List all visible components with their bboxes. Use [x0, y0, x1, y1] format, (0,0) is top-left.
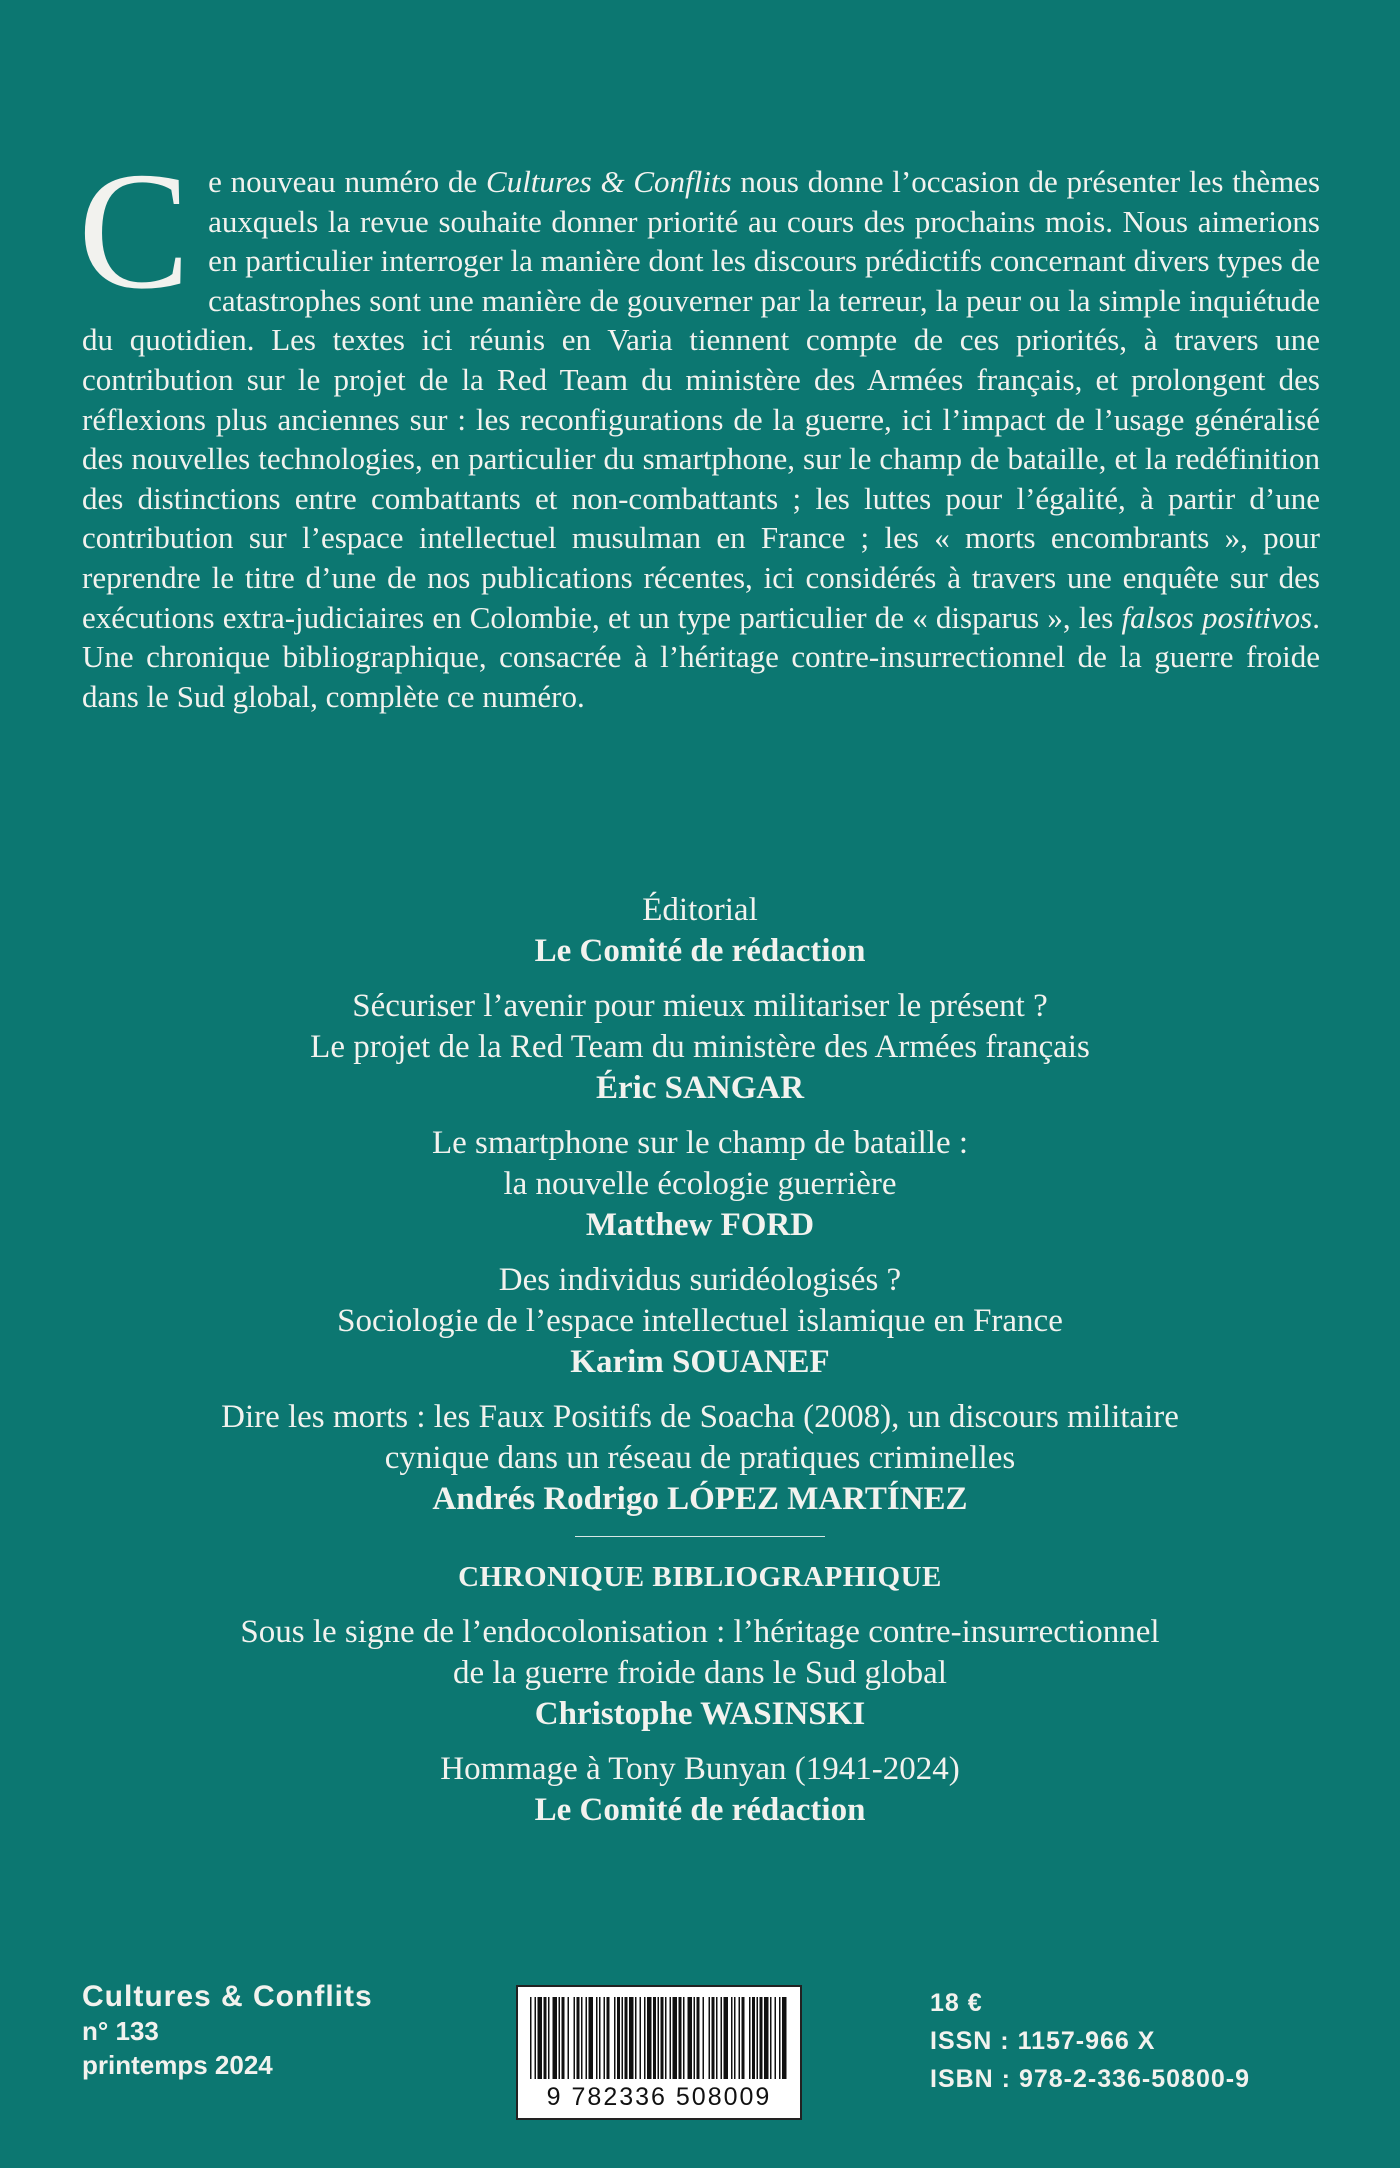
entry-author: Andrés Rodrigo LÓPEZ MARTÍNEZ: [432, 1481, 968, 1517]
barcode-bar: [629, 1997, 634, 2079]
entry-title-line1: Le smartphone sur le champ de bataille :: [431, 1125, 969, 1161]
entry-title: Éditorial: [642, 892, 758, 928]
barcode-bar: [548, 1997, 550, 2079]
barcode-bar: [709, 1997, 711, 2079]
barcode-bar: [640, 1997, 642, 2079]
entry-title-line2: la nouvelle écologie guerrière: [503, 1166, 897, 1202]
entry-author: Le Comité de rédaction: [534, 933, 866, 969]
barcode-bar: [770, 1997, 772, 2079]
journal-info: [82, 1980, 373, 2082]
toc-entry-hommage: [100, 1749, 1300, 1831]
entry-title-line1: Dire les morts : les Faux Positifs de Soacha (2008), un discours militaire: [221, 1399, 1179, 1435]
barcode-bar: [665, 1997, 667, 2079]
barcode-bar: [581, 1997, 583, 2079]
barcode-bar: [559, 1997, 561, 2079]
barcode-bar: [553, 1997, 558, 2079]
section-divider: [575, 1536, 825, 1537]
toc-entry-lopez: [100, 1397, 1300, 1520]
barcode-bar: [644, 1997, 646, 2079]
intro-text-part3: . Une chronique bibliographique, consacrée à l’héritage contre-insurrectionnel de la guerre froide dans le Sud global, complète ce numéro.: [82, 599, 1320, 714]
entry-title-line2: Le projet de la Red Team du ministère des Armées français: [310, 1029, 1090, 1065]
barcode-bar: [635, 1997, 637, 2079]
barcode-bar: [617, 1997, 620, 2079]
barcode-bar: [703, 1997, 705, 2079]
barcode-bar: [683, 1997, 685, 2079]
intro-text-part2: nous donne l’occasion de présenter les thèmes auxquels la revue souhaite donner priorité au cours des prochains mois. Nous aimerions en particulier interroger la manière dont les discours prédictifs concernant divers types de catastrophes sont une manière de gouverner par la terreur, la peur ou la simple inquiétude du quotidien. Les textes ici réunis en Varia tiennent compte de ces priorités, à travers une contribution sur le projet de la Red Team du ministère des Armées français, et prolongent des réflexions plus anciennes sur : les reconfigurations de la guerre, ici l’impact de l’usage généralisé des nouvelles technologies, en particulier du smartphone, sur le champ de bataille, et la redéfinition des distinctions entre combattants et non-combattants ; les luttes pour l’égalité, à partir d’une contribution sur l’espace intellectuel musulman en France ; les « morts encombrants », pour reprendre le titre d’une de nos publications récentes, ici considérés à travers une enquête sur des exécutions extra-judiciaires en Colombie, et un type particulier de « disparus », les: [82, 164, 1321, 635]
barcode-bar: [647, 1997, 652, 2079]
entry-title-line1: Des individus suridéologisés ?: [498, 1262, 902, 1298]
barcode-bar: [530, 1997, 532, 2079]
barcode-bar: [749, 1997, 751, 2079]
barcode-bar: [586, 1997, 588, 2079]
barcode-bar: [673, 1997, 678, 2079]
barcode-bar: [625, 1997, 628, 2079]
entry-author: Karim SOUANEF: [570, 1344, 830, 1380]
price-and-identifiers: [930, 1984, 1250, 2098]
issue-number: n° 133: [82, 2016, 159, 2046]
barcode-bar: [604, 1997, 606, 2079]
barcode-bar: [614, 1997, 616, 2079]
barcode-bar: [764, 1997, 769, 2079]
barcode-bar: [757, 1997, 759, 2079]
entry-author: Christophe WASINSKI: [534, 1696, 866, 1732]
barcode-bar: [607, 1997, 610, 2079]
barcode-bar: [712, 1997, 715, 2079]
journal-name: Cultures & Conflits: [82, 1980, 373, 2013]
barcode-bar: [734, 1997, 736, 2079]
barcode-bar: [739, 1997, 741, 2079]
barcode-bar: [742, 1997, 745, 2079]
entry-author: Matthew FORD: [585, 1207, 815, 1243]
entry-title-line1: Sous le signe de l’endocolonisation : l’héritage contre-insurrectionnel: [240, 1614, 1160, 1650]
barcode-bar: [574, 1997, 576, 2079]
entry-author: Le Comité de rédaction: [534, 1792, 866, 1828]
barcode-bar: [589, 1997, 594, 2079]
barcode-bar: [679, 1997, 682, 2079]
toc-entry-wasinski: [100, 1612, 1300, 1735]
barcode-bar: [599, 1997, 601, 2079]
isbn: ISBN : 978-2-336-50800-9: [930, 2065, 1250, 2093]
price: 18 €: [930, 1989, 983, 2017]
barcode-bar: [653, 1997, 656, 2079]
entry-title-line2: Sociologie de l’espace intellectuel islamique en France: [337, 1303, 1063, 1339]
entry-title-line2: de la guerre froide dans le Sud global: [453, 1655, 947, 1691]
entry-title-line2: cynique dans un réseau de pratiques criminelles: [384, 1440, 1016, 1476]
table-of-contents: [100, 890, 1300, 1845]
chronique-heading: CHRONIQUE BIBLIOGRAPHIQUE: [458, 1561, 942, 1593]
barcode-bar: [544, 1997, 547, 2079]
barcode-bar: [622, 1997, 624, 2079]
barcode-bar: [562, 1997, 565, 2079]
barcode-bar: [724, 1997, 729, 2079]
toc-entry-sangar: [100, 986, 1300, 1109]
issn: ISSN : 1157-966 X: [930, 2027, 1156, 2055]
barcode-bar: [577, 1997, 580, 2079]
intro-text-part1: e nouveau numéro de: [208, 164, 487, 199]
barcode-bar: [568, 1997, 570, 2079]
barcode-bar: [716, 1997, 718, 2079]
barcode-bar: [779, 1997, 781, 2079]
barcode-bar: [782, 1997, 787, 2079]
toc-entry-souanef: [100, 1260, 1300, 1383]
journal-title-italic: Cultures & Conflits: [486, 164, 732, 199]
entry-title: Hommage à Tony Bunyan (1941-2024): [440, 1751, 960, 1787]
barcode-bar: [538, 1997, 543, 2079]
barcode-bar: [661, 1997, 664, 2079]
entry-title-line1: Sécuriser l’avenir pour mieux militariser le présent ?: [352, 988, 1048, 1024]
intro-paragraph: [78, 138, 1321, 716]
barcode-bar: [775, 1997, 777, 2079]
barcode-bar: [658, 1997, 660, 2079]
barcode: [516, 1985, 802, 2120]
barcode-bar: [721, 1997, 723, 2079]
barcode-bar: [697, 1997, 700, 2079]
toc-entry-ford: [100, 1123, 1300, 1246]
barcode-digits: 9 782336 508009: [546, 2083, 772, 2111]
issue-season: printemps 2024: [82, 2050, 273, 2080]
barcode-bar: [688, 1997, 693, 2079]
barcode-bar: [670, 1997, 672, 2079]
barcode-bar: [694, 1997, 696, 2079]
barcode-bar: [535, 1997, 537, 2079]
barcode-bar: [760, 1997, 763, 2079]
barcode-bar: [596, 1997, 598, 2079]
barcode-bar: [752, 1997, 755, 2079]
entry-author: Éric SANGAR: [595, 1070, 805, 1106]
barcode-bar: [731, 1997, 733, 2079]
falsos-positivos-italic: falsos positivos: [1121, 599, 1313, 635]
toc-entry-editorial: [100, 890, 1300, 972]
drop-cap: C: [78, 138, 191, 324]
